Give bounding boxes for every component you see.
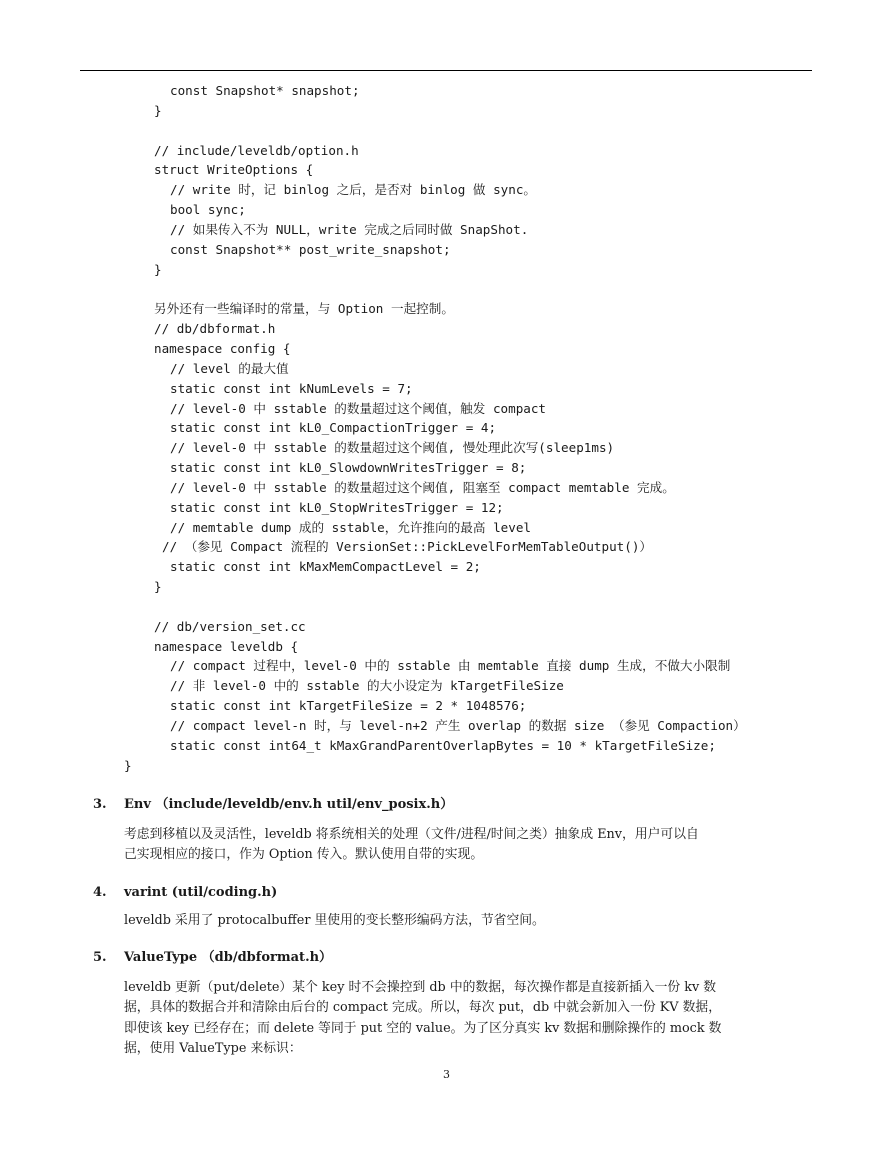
code-line: }: [154, 261, 162, 277]
section-paragraph: [124, 911, 812, 931]
code-line: // write 时，记 binlog 之后，是否对 binlog 做 sync。: [170, 182, 536, 198]
code-line: static const int kL0_CompactionTrigger = 4;: [170, 420, 497, 436]
code-line: // （参见 Compact 流程的 VersionSet::PickLevelForMemTableOutput()）: [162, 539, 653, 555]
code-line: static const int kMaxMemCompactLevel = 2;: [170, 559, 481, 575]
code-line: // compact 过程中，level-0 中的 sstable 由 memtable 直接 dump 生成，不做大小限制: [170, 658, 731, 674]
code-line: static const int kNumLevels = 7;: [170, 380, 413, 396]
code-line: [0, 597, 746, 617]
paragraph-line: 据，具体的数据合并和清除由后台的 compact 完成。所以，每次 put，db 中就会新加入一份 KV 数据，: [124, 1000, 721, 1016]
section-number: 5.: [93, 950, 107, 965]
section-title: varint (util/coding.h): [124, 885, 278, 900]
code-line: static const int64_t kMaxGrandParentOverlapBytes = 10 * kTargetFileSize;: [170, 737, 716, 753]
code-line: }: [154, 579, 162, 595]
section-paragraph: [124, 978, 812, 1059]
paragraph-line: 即使该 key 已经存在；而 delete 等同于 put 空的 value。为了区分真实 kv 数据和删除操作的 mock 数: [124, 1020, 722, 1036]
code-line: namespace leveldb {: [154, 638, 299, 654]
code-block: [0, 81, 746, 776]
code-line: // 非 level-0 中的 sstable 的大小设定为 kTargetFileSize: [170, 678, 564, 694]
code-line: // level-0 中 sstable 的数量超过这个阈值, 慢处理此次写(sleep1ms): [170, 440, 615, 456]
code-line: // include/leveldb/option.h: [154, 142, 359, 158]
code-line: static const int kL0_StopWritesTrigger = 12;: [170, 499, 504, 515]
paragraph-line: 考虑到移植以及灵活性，leveldb 将系统相关的处理（文件/进程/时间之类）抽象成 Env，用户可以自: [124, 827, 699, 842]
code-line: namespace config {: [154, 340, 291, 356]
paragraph-line: 据，使用 ValueType 来标识：: [124, 1040, 302, 1056]
code-line: }: [154, 102, 162, 118]
code-line: // db/dbformat.h: [154, 321, 276, 337]
code-line: static const int kL0_SlowdownWritesTrigger = 8;: [170, 460, 527, 476]
paragraph-line: leveldb 采用了 protocalbuffer 里使用的变长整形编码方法，节省空间。: [124, 913, 545, 928]
code-line: static const int kTargetFileSize = 2 * 1048576;: [170, 698, 527, 714]
code-line: // level 的最大值: [170, 360, 289, 376]
section-paragraph: [124, 825, 812, 866]
code-line: const Snapshot** post_write_snapshot;: [170, 241, 451, 257]
code-line: 另外还有一些编译时的常量，与 Option 一起控制。: [154, 301, 454, 317]
code-line: [0, 279, 746, 299]
code-line: // memtable dump 成的 sstable，允许推向的最高 level: [170, 519, 531, 535]
code-line: bool sync;: [170, 202, 246, 218]
page-number: 3: [443, 1068, 450, 1081]
code-line: [0, 121, 746, 141]
code-line: // 如果传入不为 NULL，write 完成之后同时做 SnapShot.: [170, 221, 529, 237]
code-line: // compact level-n 时，与 level-n+2 产生 overlap 的数据 size （参见 Compaction）: [170, 718, 746, 733]
section-title: Env （include/leveldb/env.h util/env_posix.h）: [124, 797, 454, 812]
paragraph-line: 己实现相应的接口，作为 Option 传入。默认使用自带的实现。: [124, 847, 484, 863]
code-line: struct WriteOptions {: [154, 162, 314, 178]
section-number: 3.: [93, 797, 107, 812]
code-line: const Snapshot* snapshot;: [170, 83, 360, 98]
paragraph-line: leveldb 更新（put/delete）某个 key 时不会操控到 db 中的数据，每次操作都是直接新插入一份 kv 数: [124, 980, 717, 995]
section-number: 4.: [93, 885, 107, 900]
code-line: // db/version_set.cc: [154, 618, 306, 634]
section-title: ValueType （db/dbformat.h）: [124, 950, 333, 965]
header-rule: [80, 70, 812, 71]
code-line: }: [124, 757, 132, 773]
code-line: // level-0 中 sstable 的数量超过这个阈值, 阻塞至 compact memtable 完成。: [170, 479, 675, 495]
code-line: // level-0 中 sstable 的数量超过这个阈值，触发 compact: [170, 400, 547, 416]
